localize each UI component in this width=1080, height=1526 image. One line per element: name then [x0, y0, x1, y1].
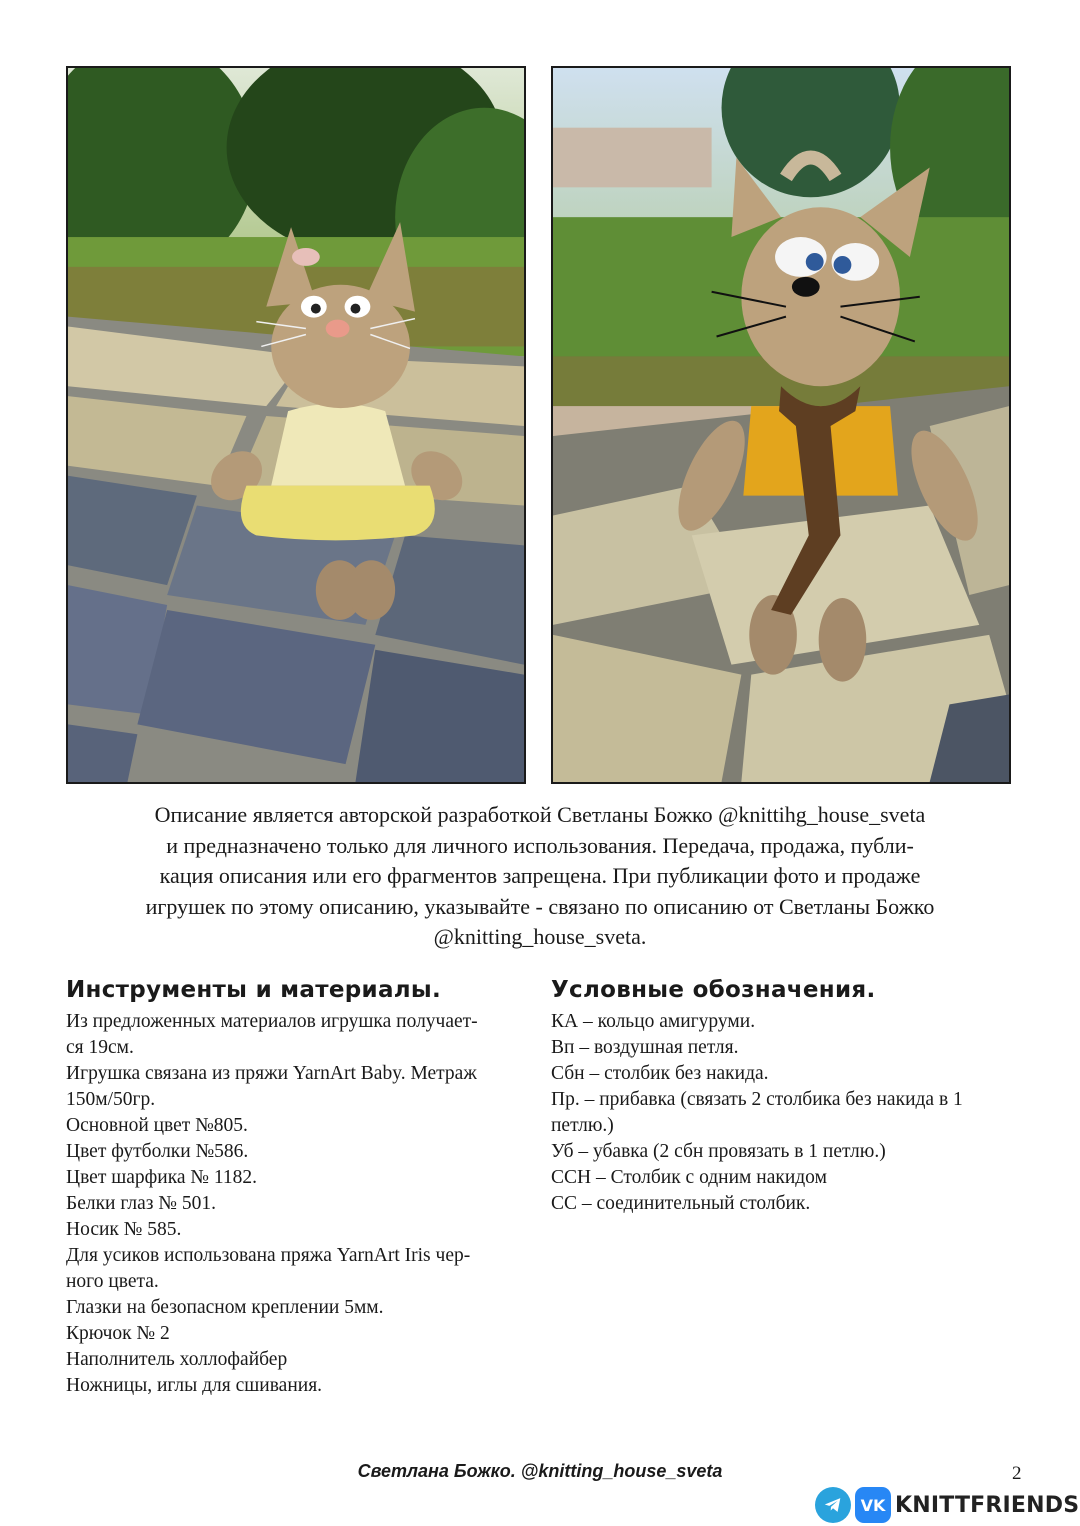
notice-line: и предназначено только для личного использования. Передача, продажа, публи- [166, 832, 914, 858]
watermark [815, 1487, 1079, 1523]
notice-line: @knitting_house_sveta. [433, 924, 647, 949]
photo-cat-dress [66, 66, 526, 784]
legend-line: петлю.) [551, 1115, 614, 1136]
materials-line: Белки глаз № 501. [66, 1193, 216, 1214]
materials-line: ся 19см. [66, 1037, 134, 1058]
photo-cat-dress-image [68, 68, 524, 782]
materials-line: 150м/50гр. [66, 1089, 156, 1110]
notice-line: игрушек по этому описанию, указывайте - связано по описанию от Светланы Божко [145, 893, 935, 919]
telegram-icon [815, 1487, 851, 1523]
legend-line: КА – кольцо амигуруми. [551, 1011, 756, 1032]
materials-line: Из предложенных материалов игрушка получает- [66, 1011, 478, 1032]
photo-cat-scarf [551, 66, 1011, 784]
legend-line: Уб – убавка (2 сбн провязать в 1 петлю.) [551, 1141, 886, 1162]
materials-line: Носик № 585. [66, 1219, 182, 1240]
page-number: 2 [1012, 1463, 1022, 1484]
legend-section [551, 975, 1031, 1217]
materials-line: Наполнитель холлофайбер [66, 1349, 288, 1370]
legend-line: Сбн – столбик без накида. [551, 1063, 769, 1084]
materials-line: Цвет шарфика № 1182. [66, 1167, 258, 1188]
materials-line: Для усиков использована пряжа YarnArt Iris чер- [66, 1245, 471, 1266]
materials-heading: Инструменты и материалы. [66, 977, 442, 1003]
watermark-text: KNITTFRIENDS [895, 1492, 1080, 1518]
materials-line: Основной цвет №805. [66, 1115, 248, 1136]
vk-icon: VK [855, 1487, 891, 1523]
copyright-notice [60, 800, 1020, 953]
materials-line: Крючок № 2 [66, 1323, 170, 1344]
notice-line: кация описания или его фрагментов запрещена. При публикации фото и продаже [159, 863, 921, 888]
footer-credit: Светлана Божко. @knitting_house_sveta [357, 1461, 723, 1481]
materials-line: ного цвета. [66, 1271, 159, 1292]
materials-line: Глазки на безопасном креплении 5мм. [66, 1297, 384, 1318]
notice-line: Описание является авторской разработкой Светланы Божко @knittihg_house_sveta [154, 802, 926, 827]
legend-heading: Условные обозначения. [551, 977, 876, 1003]
legend-line: ССН – Столбик с одним накидом [551, 1167, 827, 1188]
materials-line: Игрушка связана из пряжи YarnArt Baby. Метраж [66, 1063, 477, 1084]
materials-line: Цвет футболки №586. [66, 1141, 249, 1162]
legend-line: СС – соединительный столбик. [551, 1193, 811, 1214]
legend-line: Вп – воздушная петля. [551, 1037, 739, 1058]
photo-cat-scarf-image [553, 68, 1009, 782]
materials-line: Ножницы, иглы для сшивания. [66, 1375, 323, 1396]
materials-section [66, 975, 536, 1399]
legend-line: Пр. – прибавка (связать 2 столбика без накида в 1 [551, 1089, 963, 1110]
